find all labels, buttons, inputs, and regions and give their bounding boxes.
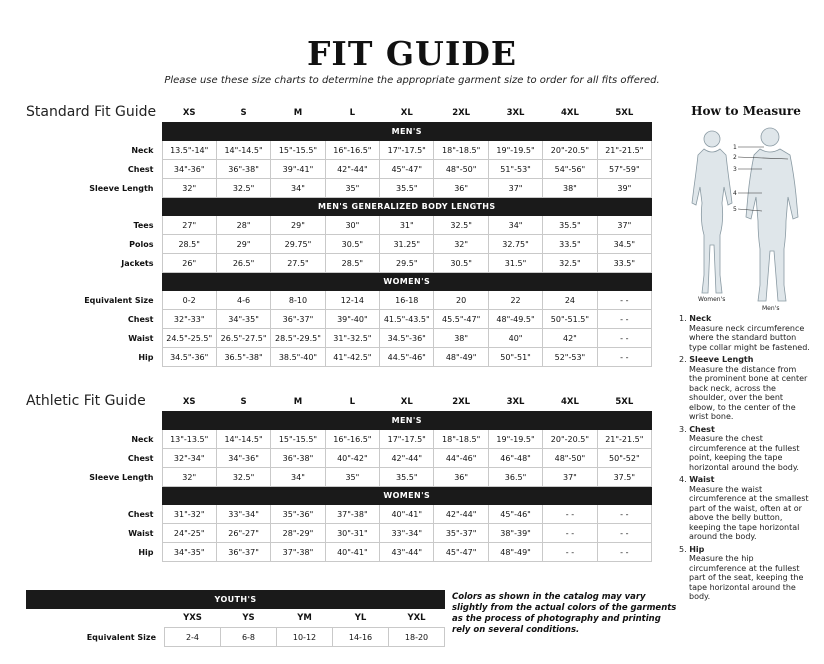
step-heading: Neck [689,314,712,323]
color-disclaimer-note: Colors as shown in the catalog may vary slightly from the actual colors of the garments as the process of photography and printing rely on several conditions. [452,592,677,635]
size-header-yxl: YXL [407,613,426,623]
table-cell: 45"-46" [488,505,542,524]
table-cell: 32" [162,179,216,198]
size-header-4xl: 4XL [560,108,579,118]
row-label: Waist [128,528,154,538]
women-figure [692,131,732,293]
table-cell: 40" [488,329,542,348]
step-heading: Hip [689,544,705,554]
table-cell: 41.5"-43.5" [380,310,434,329]
step-description: Measure the hip circumference at the fullest part of the seat, keeping the tape horizontal around the body. [689,554,804,601]
size-header-row [26,104,652,123]
table-cell: 36"-37" [216,543,270,562]
table-cell: 50"-51.5" [543,310,597,329]
standard-guide-title: Standard Fit Guide [26,104,157,120]
table-cell: 32.5" [434,216,488,235]
size-header-yl: YL [354,613,367,623]
size-header-spacer [27,609,165,628]
section-header-spacer [26,273,162,291]
table-cell: 50"-51" [488,348,542,367]
table-cell: 28" [216,216,270,235]
table-cell: - - [597,329,651,348]
section-header: MEN'S [162,412,652,430]
table-cell: 28.5" [325,254,379,273]
size-header-spacer [26,393,162,412]
table-cell: 45"-47" [380,160,434,179]
table-cell: 29.5" [380,254,434,273]
step-number: 1. [679,314,687,323]
size-header-3xl: 3XL [506,397,525,407]
row-label: Chest [127,164,154,174]
table-row [26,543,652,562]
table-cell: 36"-37" [271,310,325,329]
table-cell: 32" [162,468,216,487]
table-cell: 31"-32.5" [325,329,379,348]
table-row [26,235,652,254]
measure-steps [679,314,811,605]
table-cell: 16-18 [380,291,434,310]
table-row [26,449,652,468]
table-cell: 20"-20.5" [543,141,597,160]
table-cell: 37"-38" [271,543,325,562]
table-cell: 13.5"-14" [162,141,216,160]
row-label: Tees [133,220,154,230]
table-row [26,505,652,524]
women-label: Women's [698,296,726,303]
table-cell: 42"-44" [380,449,434,468]
men-figure [746,128,798,301]
table-cell: 51"-53" [488,160,542,179]
size-header-s: S [240,397,247,407]
size-header-row [27,609,445,628]
body-measurement-figure [684,125,812,315]
table-cell: 34"-35" [216,310,270,329]
table-cell: 52"-53" [543,348,597,367]
size-header-m: M [293,108,303,118]
measure-step-hip [679,545,811,602]
row-label: Equivalent Size [84,295,154,305]
section-header-spacer [26,198,162,216]
measure-step-neck [679,314,811,352]
table-cell: 29" [216,235,270,254]
step-heading: Waist [689,475,715,484]
table-cell: 54"-56" [543,160,597,179]
row-label: Polos [129,239,154,249]
table-cell: 34" [271,468,325,487]
table-cell: 15"-15.5" [271,430,325,449]
table-cell: - - [543,505,597,524]
table-cell: 4-6 [216,291,270,310]
standard-fit-table [26,104,652,367]
size-header-m: M [293,397,303,407]
table-cell: 31.25" [380,235,434,254]
athletic-guide-title: Athletic Fit Guide [26,393,146,409]
table-cell: 30"-31" [325,524,379,543]
table-row [26,141,652,160]
table-row [26,430,652,449]
size-header-row [26,393,652,412]
table-row [26,310,652,329]
table-cell: 33.5" [543,235,597,254]
step-heading: Sleeve Length [689,355,754,364]
table-cell: 19"-19.5" [488,141,542,160]
step-number: 5. [679,544,687,554]
section-header-row [26,273,652,291]
table-cell: 37"-38" [325,505,379,524]
table-cell: 40"-41" [380,505,434,524]
table-cell: 42"-44" [325,160,379,179]
size-header-l: L [349,397,356,407]
row-label: Hip [138,352,154,362]
table-cell: 32" [434,235,488,254]
table-cell: 37.5" [597,468,651,487]
section-header-row [26,412,652,430]
table-cell: 32.5" [543,254,597,273]
row-label: Neck [131,434,154,444]
section-header-row [26,123,652,141]
table-cell: 33"-34" [380,524,434,543]
table-cell: 48"-50" [434,160,488,179]
table-cell: 44"-46" [434,449,488,468]
table-cell: 29.75" [271,235,325,254]
table-cell: 40"-41" [325,543,379,562]
table-cell: 39"-41" [271,160,325,179]
size-header-ys: YS [242,613,255,623]
table-cell: 35.5" [380,179,434,198]
table-cell: 37" [543,468,597,487]
size-header-5xl: 5XL [615,397,634,407]
page-title: FIT GUIDE [306,34,518,73]
row-label: Chest [127,509,154,519]
table-cell: 32.5" [216,179,270,198]
step-description: Measure the waist circumference at the smallest part of the waist, often at or above the belly button, keeping the tape horizontal around the body. [689,484,809,541]
table-cell: 35"-36" [271,505,325,524]
table-cell: 33.5" [597,254,651,273]
table-cell: 18-20 [389,628,445,647]
table-cell: 48"-49.5" [488,310,542,329]
table-cell: 36.5"-38" [216,348,270,367]
table-cell: 12-14 [325,291,379,310]
step-description: Measure neck circumference where the standard button type collar might be fastened. [689,323,810,352]
table-cell: 28.5"-29.5" [271,329,325,348]
table-cell: 34"-35" [162,543,216,562]
table-cell: 28"-29" [271,524,325,543]
table-cell: 35.5" [380,468,434,487]
table-cell: 41"-42.5" [325,348,379,367]
table-row [26,468,652,487]
table-cell: 13"-13.5" [162,430,216,449]
table-cell: 35" [325,468,379,487]
table-cell: 21"-21.5" [597,430,651,449]
size-header-xl: XL [400,108,413,118]
table-cell: 36" [434,468,488,487]
table-cell: 45"-47" [434,543,488,562]
table-cell: - - [597,524,651,543]
size-header-5xl: 5XL [615,108,634,118]
section-header: WOMEN'S [162,273,652,291]
table-cell: 38" [543,179,597,198]
table-cell: 36" [434,179,488,198]
section-header: YOUTH'S [27,591,445,609]
table-cell: 20"-20.5" [543,430,597,449]
marker-2: 2 [733,154,737,161]
men-label: Men's [762,305,780,312]
table-cell: 46"-48" [488,449,542,468]
row-label: Chest [127,453,154,463]
table-cell: 38"-39" [488,524,542,543]
size-header-xs: XS [182,397,196,407]
table-cell: 16"-16.5" [325,141,379,160]
table-cell: 32"-33" [162,310,216,329]
measure-step-sleeve-length [679,355,811,422]
section-header: MEN'S [162,123,652,141]
page-subtitle: Please use these size charts to determine the appropriate garment size to order for all fits offered. [164,75,660,86]
table-cell: 37" [597,216,651,235]
table-cell: 24"-25" [162,524,216,543]
section-header: MEN'S GENERALIZED BODY LENGTHS [162,198,652,216]
table-cell: 14"-14.5" [216,141,270,160]
marker-3: 3 [733,166,737,173]
table-cell: 30.5" [325,235,379,254]
table-row [26,524,652,543]
table-cell: 36"-38" [271,449,325,468]
table-cell: 17"-17.5" [380,430,434,449]
table-cell: 32.75" [488,235,542,254]
table-cell: 26.5" [216,254,270,273]
table-row [27,628,445,647]
table-cell: 30.5" [434,254,488,273]
table-cell: 32"-34" [162,449,216,468]
table-cell: 34.5" [597,235,651,254]
table-cell: - - [597,348,651,367]
table-cell: 35" [325,179,379,198]
size-header-3xl: 3XL [506,108,525,118]
table-cell: 38.5"-40" [271,348,325,367]
table-cell: - - [597,505,651,524]
section-header-spacer [26,123,162,141]
table-cell: 34" [488,216,542,235]
table-cell: 43"-44" [380,543,434,562]
row-label: Sleeve Length [89,472,154,482]
table-row [26,216,652,235]
section-header-row [26,198,652,216]
section-header-row [26,487,652,505]
step-description: Measure the distance from the prominent bone at center back neck, across the shoulder, over the bent elbow, to the center of the wrist bone. [689,364,808,421]
table-cell: 36"-38" [216,160,270,179]
table-cell: 6-8 [221,628,277,647]
row-label: Hip [138,547,154,557]
size-header-ym: YM [297,613,312,623]
table-row [26,160,652,179]
table-cell: - - [543,543,597,562]
table-cell: 26.5"-27.5" [216,329,270,348]
size-header-2xl: 2XL [452,108,471,118]
table-cell: 39" [597,179,651,198]
table-cell: 18"-18.5" [434,430,488,449]
table-cell: - - [597,291,651,310]
table-cell: 8-10 [271,291,325,310]
table-row [26,291,652,310]
table-cell: 39"-40" [325,310,379,329]
size-header-2xl: 2XL [452,397,471,407]
table-cell: - - [543,524,597,543]
table-cell: 57"-59" [597,160,651,179]
size-header-xs: XS [182,108,196,118]
step-heading: Chest [689,424,715,434]
table-cell: 45.5"-47" [434,310,488,329]
measure-step-waist [679,475,811,542]
table-cell: 24 [543,291,597,310]
table-cell: 34"-36" [162,160,216,179]
table-cell: 44.5"-46" [380,348,434,367]
table-cell: 27" [162,216,216,235]
table-cell: 35"-37" [434,524,488,543]
row-label: Equivalent Size [86,632,156,642]
table-cell: 32.5" [216,468,270,487]
table-row [26,348,652,367]
table-cell: 34.5"-36" [162,348,216,367]
step-description: Measure the chest circumference at the fullest point, keeping the tape horizontal around the body. [689,434,800,472]
table-cell: 28.5" [162,235,216,254]
marker-5: 5 [733,206,737,213]
table-cell: 38" [434,329,488,348]
section-header-spacer [26,487,162,505]
table-cell: 14-16 [333,628,389,647]
table-cell: 34"-36" [216,449,270,468]
table-cell: 27.5" [271,254,325,273]
table-cell: - - [597,310,651,329]
table-cell: 34.5"-36" [380,329,434,348]
table-cell: 30" [325,216,379,235]
table-cell: 20 [434,291,488,310]
table-cell: 26" [162,254,216,273]
table-cell: 37" [488,179,542,198]
size-header-s: S [240,108,247,118]
table-cell: 48"-49" [488,543,542,562]
size-header-xl: XL [400,397,413,407]
athletic-fit-table [26,393,652,562]
table-cell: - - [597,543,651,562]
table-cell: 15"-15.5" [271,141,325,160]
section-header-spacer [26,412,162,430]
table-cell: 18"-18.5" [434,141,488,160]
table-cell: 21"-21.5" [597,141,651,160]
section-header-row [27,591,445,609]
row-label: Chest [127,314,154,324]
table-cell: 40"-42" [325,449,379,468]
table-cell: 33"-34" [216,505,270,524]
size-header-spacer [26,104,162,123]
table-cell: 36.5" [488,468,542,487]
table-cell: 35.5" [543,216,597,235]
table-cell: 50"-52" [597,449,651,468]
step-number: 4. [679,475,687,484]
table-cell: 19"-19.5" [488,430,542,449]
table-cell: 22 [488,291,542,310]
table-cell: 26"-27" [216,524,270,543]
table-cell: 10-12 [277,628,333,647]
row-label: Jackets [121,258,154,268]
table-cell: 48"-49" [434,348,488,367]
table-cell: 17"-17.5" [380,141,434,160]
size-header-yxs: YXS [183,613,202,623]
table-cell: 42"-44" [434,505,488,524]
table-cell: 24.5"-25.5" [162,329,216,348]
marker-1: 1 [733,144,737,151]
table-cell: 2-4 [165,628,221,647]
table-cell: 34" [271,179,325,198]
table-cell: 42" [543,329,597,348]
how-to-measure-title: How to Measure [691,104,801,118]
table-cell: 48"-50" [543,449,597,468]
row-label: Waist [128,333,154,343]
table-cell: 31"-32" [162,505,216,524]
step-number: 2. [679,355,687,364]
marker-4: 4 [733,190,737,197]
table-cell: 16"-16.5" [325,430,379,449]
youth-fit-table [26,590,445,647]
table-cell: 0-2 [162,291,216,310]
step-number: 3. [679,424,687,434]
size-header-4xl: 4XL [560,397,579,407]
table-row [26,254,652,273]
row-label: Neck [131,145,154,155]
table-row [26,329,652,348]
section-header: WOMEN'S [162,487,652,505]
table-cell: 14"-14.5" [216,430,270,449]
measure-step-chest [679,425,811,473]
table-cell: 31" [380,216,434,235]
row-label: Sleeve Length [89,183,154,193]
table-cell: 29" [271,216,325,235]
table-row [26,179,652,198]
table-cell: 31.5" [488,254,542,273]
size-header-l: L [349,108,356,118]
